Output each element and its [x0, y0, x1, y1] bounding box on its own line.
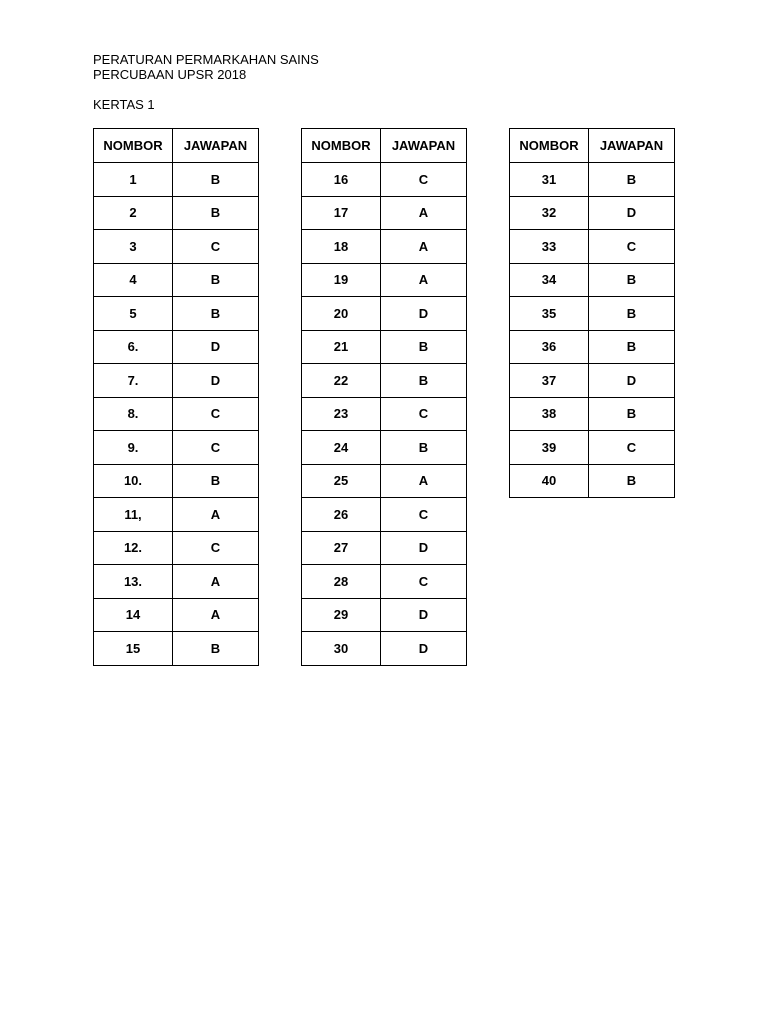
answer-cell: B [381, 364, 467, 398]
table-row [510, 230, 675, 264]
table-row [94, 498, 259, 532]
table-row [302, 431, 467, 465]
question-number-cell: 6. [94, 330, 173, 364]
answer-cell: D [381, 632, 467, 666]
answer-cell: A [381, 230, 467, 264]
answer-cell: C [173, 397, 259, 431]
question-number-cell: 38 [510, 397, 589, 431]
table-row [302, 297, 467, 331]
paper-label: KERTAS 1 [93, 97, 155, 112]
question-number-cell: 28 [302, 565, 381, 599]
question-number-cell: 16 [302, 163, 381, 197]
question-number-cell: 40 [510, 464, 589, 498]
answer-cell: A [381, 263, 467, 297]
question-number-cell: 27 [302, 531, 381, 565]
answer-cell: A [173, 498, 259, 532]
answer-cell: D [173, 330, 259, 364]
question-number-cell: 3 [94, 230, 173, 264]
answer-cell: B [381, 431, 467, 465]
answer-cell: B [173, 297, 259, 331]
answer-cell: D [589, 196, 675, 230]
answer-cell: B [589, 263, 675, 297]
question-number-cell: 36 [510, 330, 589, 364]
question-number-cell: 14 [94, 598, 173, 632]
table-row [94, 431, 259, 465]
table-row [94, 330, 259, 364]
question-number-cell: 8. [94, 397, 173, 431]
table-row [302, 163, 467, 197]
answer-cell: C [173, 230, 259, 264]
question-number-cell: 24 [302, 431, 381, 465]
table-row [302, 230, 467, 264]
column-header-nombor: NOMBOR [94, 129, 173, 163]
question-number-cell: 29 [302, 598, 381, 632]
table-header-row [94, 129, 259, 163]
table-row [94, 565, 259, 599]
table-row [94, 230, 259, 264]
table-row [94, 598, 259, 632]
question-number-cell: 19 [302, 263, 381, 297]
question-number-cell: 21 [302, 330, 381, 364]
column-header-jawapan: JAWAPAN [589, 129, 675, 163]
table-row [94, 163, 259, 197]
table-row [302, 263, 467, 297]
question-number-cell: 35 [510, 297, 589, 331]
answer-cell: C [381, 397, 467, 431]
table-row [510, 397, 675, 431]
question-number-cell: 2 [94, 196, 173, 230]
answer-cell: C [589, 431, 675, 465]
question-number-cell: 26 [302, 498, 381, 532]
table-row [510, 263, 675, 297]
answer-cell: C [381, 163, 467, 197]
question-number-cell: 33 [510, 230, 589, 264]
table-row [94, 263, 259, 297]
question-number-cell: 4 [94, 263, 173, 297]
answer-cell: B [173, 163, 259, 197]
table-row [510, 196, 675, 230]
table-row [94, 397, 259, 431]
document-header [93, 52, 319, 112]
answer-cell: C [381, 498, 467, 532]
answer-cell: B [173, 464, 259, 498]
table-row [94, 464, 259, 498]
question-number-cell: 5 [94, 297, 173, 331]
table-row [302, 632, 467, 666]
question-number-cell: 18 [302, 230, 381, 264]
question-number-cell: 25 [302, 464, 381, 498]
table-row [510, 364, 675, 398]
answer-cell: A [173, 565, 259, 599]
table-row [302, 498, 467, 532]
table-header-row [302, 129, 467, 163]
answer-cell: A [381, 464, 467, 498]
question-number-cell: 37 [510, 364, 589, 398]
answer-cell: B [589, 163, 675, 197]
answer-cell: C [589, 230, 675, 264]
table-row [510, 330, 675, 364]
answer-cell: B [589, 464, 675, 498]
table-row [302, 364, 467, 398]
answer-cell: B [173, 196, 259, 230]
answer-table-1 [93, 128, 259, 666]
answer-cell: D [173, 364, 259, 398]
question-number-cell: 1 [94, 163, 173, 197]
question-number-cell: 39 [510, 431, 589, 465]
table-row [510, 431, 675, 465]
answer-cell: B [381, 330, 467, 364]
document-subtitle: PERCUBAAN UPSR 2018 [93, 67, 247, 82]
table-row [94, 364, 259, 398]
question-number-cell: 12. [94, 531, 173, 565]
table-row [302, 397, 467, 431]
table-row [94, 531, 259, 565]
question-number-cell: 31 [510, 163, 589, 197]
column-header-jawapan: JAWAPAN [173, 129, 259, 163]
answer-table-2 [301, 128, 467, 666]
table-row [302, 196, 467, 230]
answer-cell: D [381, 531, 467, 565]
answer-cell: C [173, 531, 259, 565]
question-number-cell: 10. [94, 464, 173, 498]
header-spacer [93, 82, 319, 97]
question-number-cell: 7. [94, 364, 173, 398]
question-number-cell: 11, [94, 498, 173, 532]
answer-cell: D [381, 297, 467, 331]
answer-cell: B [589, 330, 675, 364]
table-header-row [510, 129, 675, 163]
table-row [302, 464, 467, 498]
column-header-jawapan: JAWAPAN [381, 129, 467, 163]
answer-cell: D [589, 364, 675, 398]
answer-cell: D [381, 598, 467, 632]
document-title: PERATURAN PERMARKAHAN SAINS [93, 52, 319, 67]
table-row [94, 297, 259, 331]
question-number-cell: 9. [94, 431, 173, 465]
table-row [94, 196, 259, 230]
answer-cell: C [381, 565, 467, 599]
question-number-cell: 22 [302, 364, 381, 398]
answer-cell: B [173, 263, 259, 297]
answer-cell: A [381, 196, 467, 230]
question-number-cell: 13. [94, 565, 173, 599]
answer-cell: B [589, 397, 675, 431]
table-row [302, 330, 467, 364]
table-row [302, 598, 467, 632]
column-header-nombor: NOMBOR [302, 129, 381, 163]
table-row [510, 163, 675, 197]
question-number-cell: 32 [510, 196, 589, 230]
table-row [302, 565, 467, 599]
table-row [94, 632, 259, 666]
question-number-cell: 15 [94, 632, 173, 666]
answer-cell: B [173, 632, 259, 666]
question-number-cell: 17 [302, 196, 381, 230]
table-row [302, 531, 467, 565]
question-number-cell: 30 [302, 632, 381, 666]
answer-cell: C [173, 431, 259, 465]
column-header-nombor: NOMBOR [510, 129, 589, 163]
table-row [510, 464, 675, 498]
question-number-cell: 23 [302, 397, 381, 431]
answer-cell: B [589, 297, 675, 331]
question-number-cell: 34 [510, 263, 589, 297]
answer-cell: A [173, 598, 259, 632]
answer-table-3 [509, 128, 675, 498]
table-row [510, 297, 675, 331]
question-number-cell: 20 [302, 297, 381, 331]
